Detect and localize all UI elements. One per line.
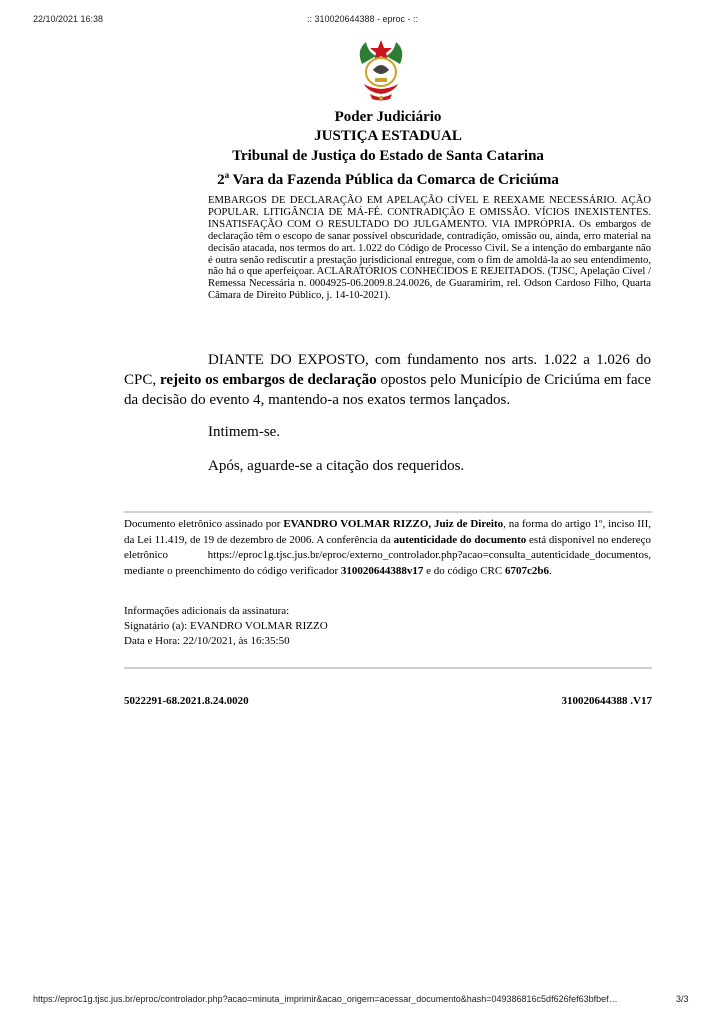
- signature-text-5: .: [548, 565, 552, 578]
- heading-vara-name: Vara da Fazenda Pública da Comarca de Criciúma: [229, 172, 559, 188]
- coat-of-arms-icon: [356, 36, 406, 104]
- document-version: 310020644388 .V17: [561, 695, 652, 707]
- print-header-datetime: 22/10/2021 16:38: [33, 14, 104, 24]
- ementa-citation: EMBARGOS DE DECLARAÇÃO EM APELAÇÃO CÍVEL E REEXAME NECESSÁRIO. AÇÃO POPULAR. LITIGÂNCIA DE MÁ-FÉ. CONTRADIÇÃO E OMISSÃO. VÍCIOS INEXISTENTES. INSATISFAÇÃO COM O RESULTADO DO JULGAMENTO. VIA IMPRÓPRIA. Os embargos de declaração têm o escopo de sanar possível obscuridade, contradição, omissão ou, ainda, erro material na decisão atacada, nos termos do art. 1.022 do Código de Processo Civil. Se a intenção do embargante não é outra senão rediscutir a prestação jurisdicional entregue, com o fim de amoldá-la ao seu entendimento, não há o que aperfeiçoar. ACLARATÓRIOS CONHECIDOS E REJEITADOS. (TJSC, Apelação Cível / Remessa Necessária n. 0004925-06.2009.8.24.0026, de Guaramirim, rel. Odson Cardoso Filho, Quarta Câmara de Direito Público, j. 14-10-2021).: [208, 195, 651, 302]
- heading-vara: [0, 166, 725, 190]
- print-footer-url: https://eproc1g.tjsc.jus.br/eproc/controlador.php?acao=minuta_imprimir&acao_origem=acessar_documento&hash=049386816c5df626fef63bfbef…: [33, 994, 618, 1004]
- verifier-code: 310020644388v17: [340, 565, 424, 578]
- heading-poder-judiciario: Poder Judiciário: [334, 109, 442, 125]
- process-number: 5022291-68.2021.8.24.0020: [124, 695, 249, 707]
- print-footer-page-number: 3/3: [676, 994, 689, 1004]
- heading-justica-estadual: JUSTIÇA ESTADUAL: [314, 128, 462, 144]
- signature-text-4: e do código CRC: [423, 565, 505, 578]
- crc-code: 6707c2b6: [504, 565, 549, 578]
- print-header-title: :: 310020644388 - eproc - ::: [306, 14, 419, 24]
- signature-text-3: está disponível no endereço eletrônico https://eproc1g.tjsc.jus.br/eproc/externo_controlador.php?acao=consulta_autenticidade_documentos, mediante o preenchimento do código verificador: [124, 533, 651, 578]
- dispositivo-decision: rejeito os embargos de declaração: [159, 372, 377, 388]
- signature-info-title: Informações adicionais da assinatura:: [124, 605, 290, 617]
- signature-block: [124, 517, 651, 580]
- heading-vara-ordinal: a: [224, 170, 230, 180]
- signature-info-date: Data e Hora: 22/10/2021, às 16:35:50: [124, 635, 290, 647]
- signer-name: EVANDRO VOLMAR RIZZO, Juiz de Direito: [283, 518, 504, 530]
- signature-top-divider: [124, 511, 652, 513]
- signature-text-1: Documento eletrônico assinado por: [124, 518, 284, 530]
- dispositivo-text-start: DIANTE DO EXPOSTO, com fundamento nos arts. 1.022 a 1.026 do CPC,: [124, 352, 651, 388]
- signature-text-2: , na forma do artigo 1º, inciso III, da Lei 11.419, de 19 de dezembro de 2006. A conferência da: [124, 518, 651, 546]
- dispositivo-text-end: opostos pelo Município de Criciúma em face da decisão do evento 4, mantendo-a nos exatos termos lançados.: [124, 372, 651, 408]
- heading-tribunal: Tribunal de Justiça do Estado de Santa Catarina: [232, 148, 544, 164]
- authenticity-label: autenticidade do documento: [393, 533, 527, 546]
- dispositivo-paragraph: [124, 350, 651, 410]
- apos-text: Após, aguarde-se a citação dos requeridos.: [208, 458, 465, 474]
- signature-info-signer: Signatário (a): EVANDRO VOLMAR RIZZO: [124, 620, 328, 632]
- intimem-se-text: Intimem-se.: [208, 424, 281, 440]
- heading-vara-number: 2: [217, 172, 225, 188]
- signature-bottom-divider: [124, 667, 652, 669]
